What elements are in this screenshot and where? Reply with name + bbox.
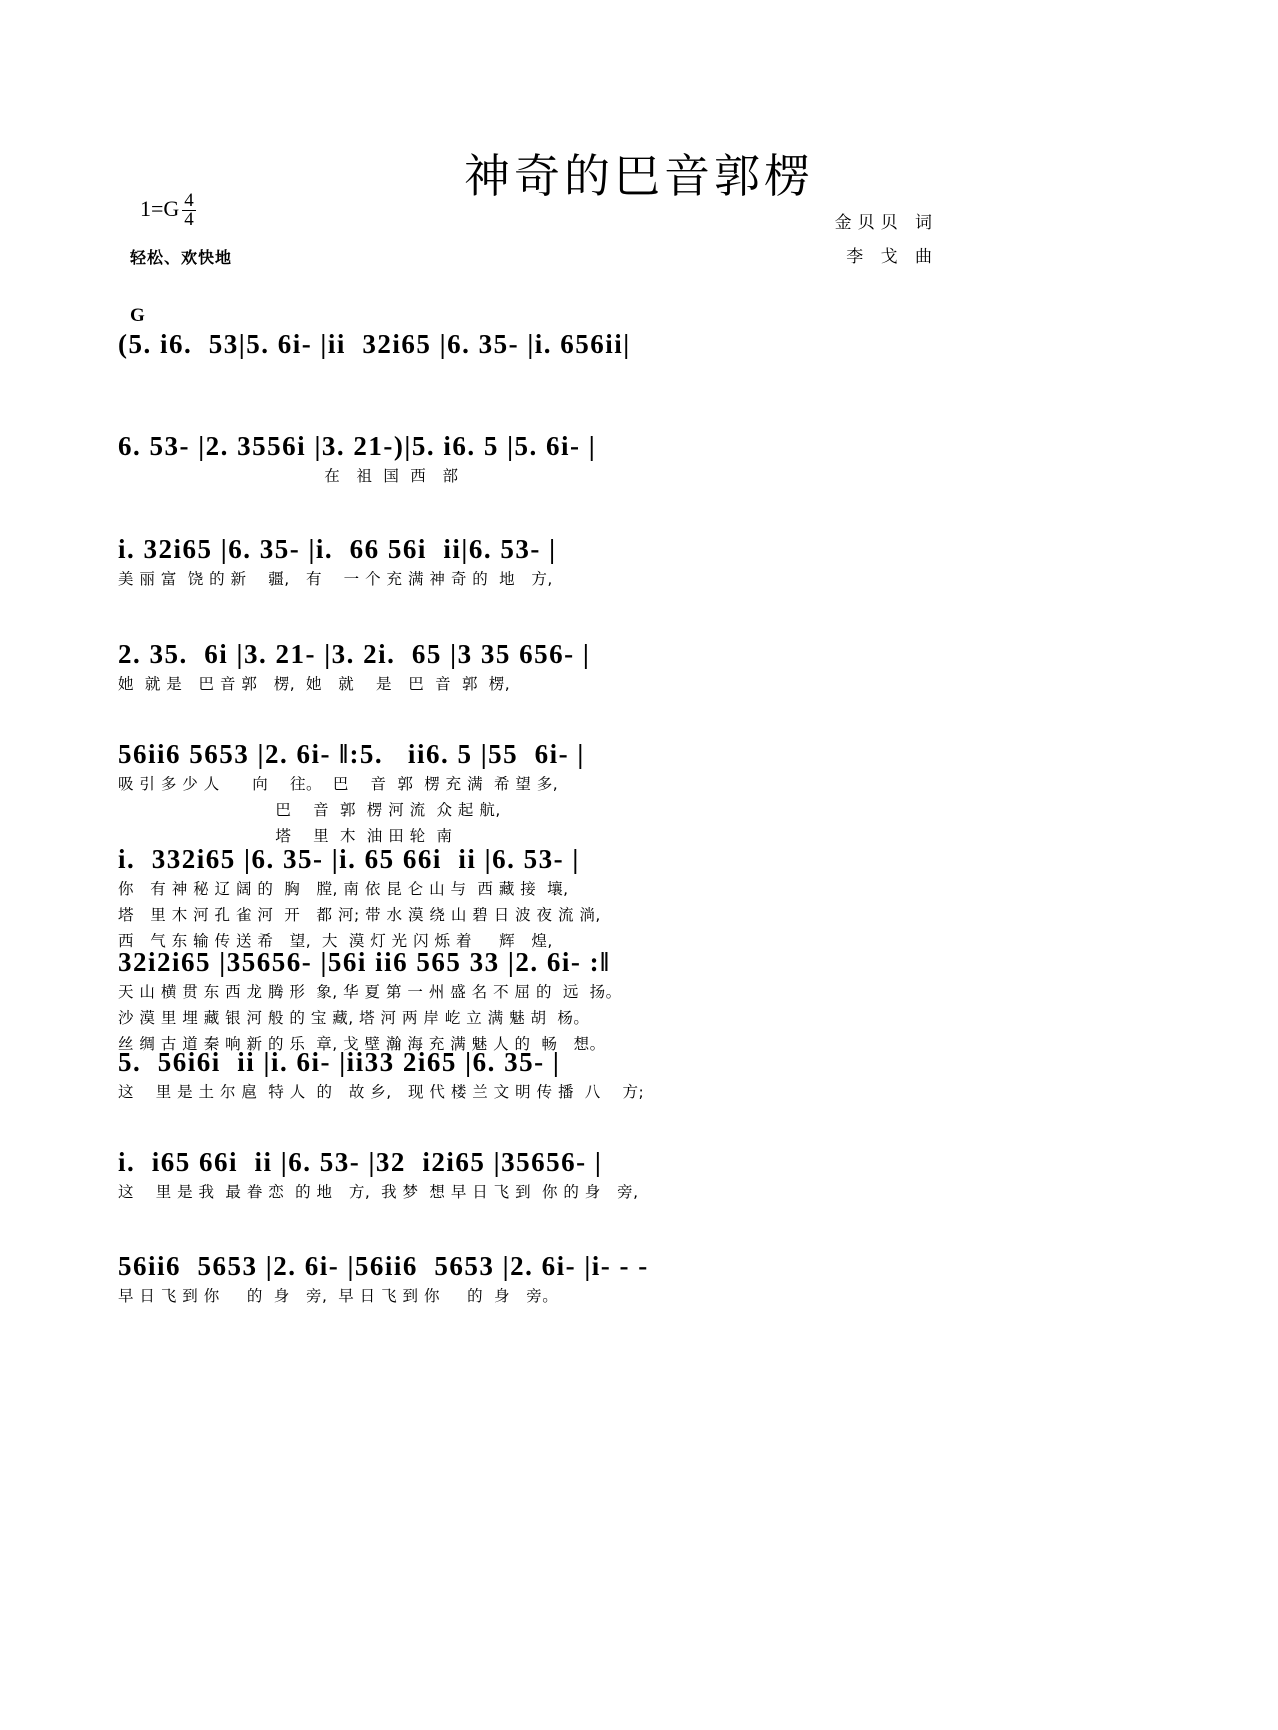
- lyric-row-1: 你 有 神 秘 辽 阔 的 胸 膛, 南 依 昆 仑 山 与 西 藏 接 壤,: [118, 879, 569, 898]
- notation-row: i. i65 66i ii |6. 53- |32 i2i65 |35656- |: [118, 1147, 603, 1177]
- lyric-row: 这 里 是 我 最 眷 恋 的 地 方, 我 梦 想 早 日 飞 到 你 的 身 旁,: [118, 1182, 639, 1201]
- lyric-row-3: 西 气 东 输 传 送 希 望, 大 漠 灯 光 闪 烁 着 辉 煌,: [118, 931, 553, 950]
- lyric-row-1: 天 山 横 贯 东 西 龙 腾 形 象, 华 夏 第 一 州 盛 名 不 屈 的 远 扬。: [118, 982, 622, 1001]
- music-system-6: [118, 845, 1168, 953]
- notation-row: 2. 35. 6i |3. 21- |3. 2i. 65 |3 35 656- |: [118, 639, 591, 669]
- lyricist-credit: 金贝贝 词: [834, 213, 938, 233]
- time-signature-denominator: 4: [184, 209, 194, 231]
- notation-row: 6. 53- |2. 3556i |3. 21-)|5. i6. 5 |5. 6i- |: [118, 431, 597, 461]
- lyric-row-3: 塔 里 木 油 田 轮 南: [118, 826, 453, 845]
- chord-symbol: G: [130, 305, 145, 326]
- music-system-2: [118, 432, 1168, 488]
- music-system-5: [118, 740, 1168, 848]
- lyric-row-3: 丝 绸 古 道 秦 响 新 的 乐 章, 戈 壁 瀚 海 充 满 魅 人 的 畅 想。: [118, 1034, 606, 1053]
- music-system-4: [118, 640, 1168, 696]
- music-system-8: [118, 1048, 1168, 1104]
- music-system-10: [118, 1252, 1168, 1308]
- music-system-3: [118, 535, 1168, 591]
- music-system-1: [118, 330, 1168, 360]
- lyric-row-2: 塔 里 木 河 孔 雀 河 开 都 河; 带 水 漠 绕 山 碧 日 波 夜 流 淌,: [118, 905, 601, 924]
- lyric-row-2: 沙 漠 里 埋 藏 银 河 般 的 宝 藏, 塔 河 两 岸 屹 立 满 魅 胡 杨。: [118, 1008, 590, 1027]
- lyric-row-1: 吸 引 多 少 人 向 往。 巴 音 郭 楞 充 满 希 望 多,: [118, 774, 559, 793]
- lyric-row: 早 日 飞 到 你 的 身 旁, 早 日 飞 到 你 的 身 旁。: [118, 1286, 559, 1305]
- music-system-7: [118, 948, 1168, 1056]
- lyric-row: 这 里 是 土 尔 扈 特 人 的 故 乡, 现 代 楼 兰 文 明 传 播 八 方;: [118, 1082, 645, 1101]
- notation-row: i. 32i65 |6. 35- |i. 66 56i ii|6. 53- |: [118, 534, 557, 564]
- notation-row: 56ii6 5653 |2. 6i- |56ii6 5653 |2. 6i- |i- - -: [118, 1251, 649, 1281]
- lyric-row-2: 巴 音 郭 楞 河 流 众 起 航,: [118, 800, 501, 819]
- lyric-row: 在 祖 国 西 部: [118, 466, 459, 485]
- page-title: 神奇的巴音郭楞: [464, 149, 814, 203]
- key-signature: [140, 190, 196, 231]
- tempo-marking: 轻松、欢快地: [130, 248, 233, 267]
- notation-row: 56ii6 5653 |2. 6i- ‖:5. ii6. 5 |55 6i- |: [118, 739, 585, 769]
- notation-row: (5. i6. 53|5. 6i- |ii 32i65 |6. 35- |i. 656ii|: [118, 329, 631, 359]
- music-system-9: [118, 1148, 1168, 1204]
- notation-row: 32i2i65 |35656- |56i ii6 565 33 |2. 6i- :‖: [118, 947, 611, 977]
- time-signature: [182, 192, 196, 229]
- composer-credit: 李 戈 曲: [846, 247, 938, 267]
- notation-row: i. 332i65 |6. 35- |i. 65 66i ii |6. 53- |: [118, 844, 580, 874]
- lyric-row: 她 就 是 巴 音 郭 楞, 她 就 是 巴 音 郭 楞,: [118, 674, 511, 693]
- key-signature-text: 1=G: [140, 196, 180, 221]
- lyric-row: 美 丽 富 饶 的 新 疆, 有 一 个 充 满 神 奇 的 地 方,: [118, 569, 553, 588]
- time-signature-numerator: 4: [184, 190, 194, 211]
- notation-row: 5. 56i6i ii |i. 6i- |ii33 2i65 |6. 35- |: [118, 1047, 561, 1077]
